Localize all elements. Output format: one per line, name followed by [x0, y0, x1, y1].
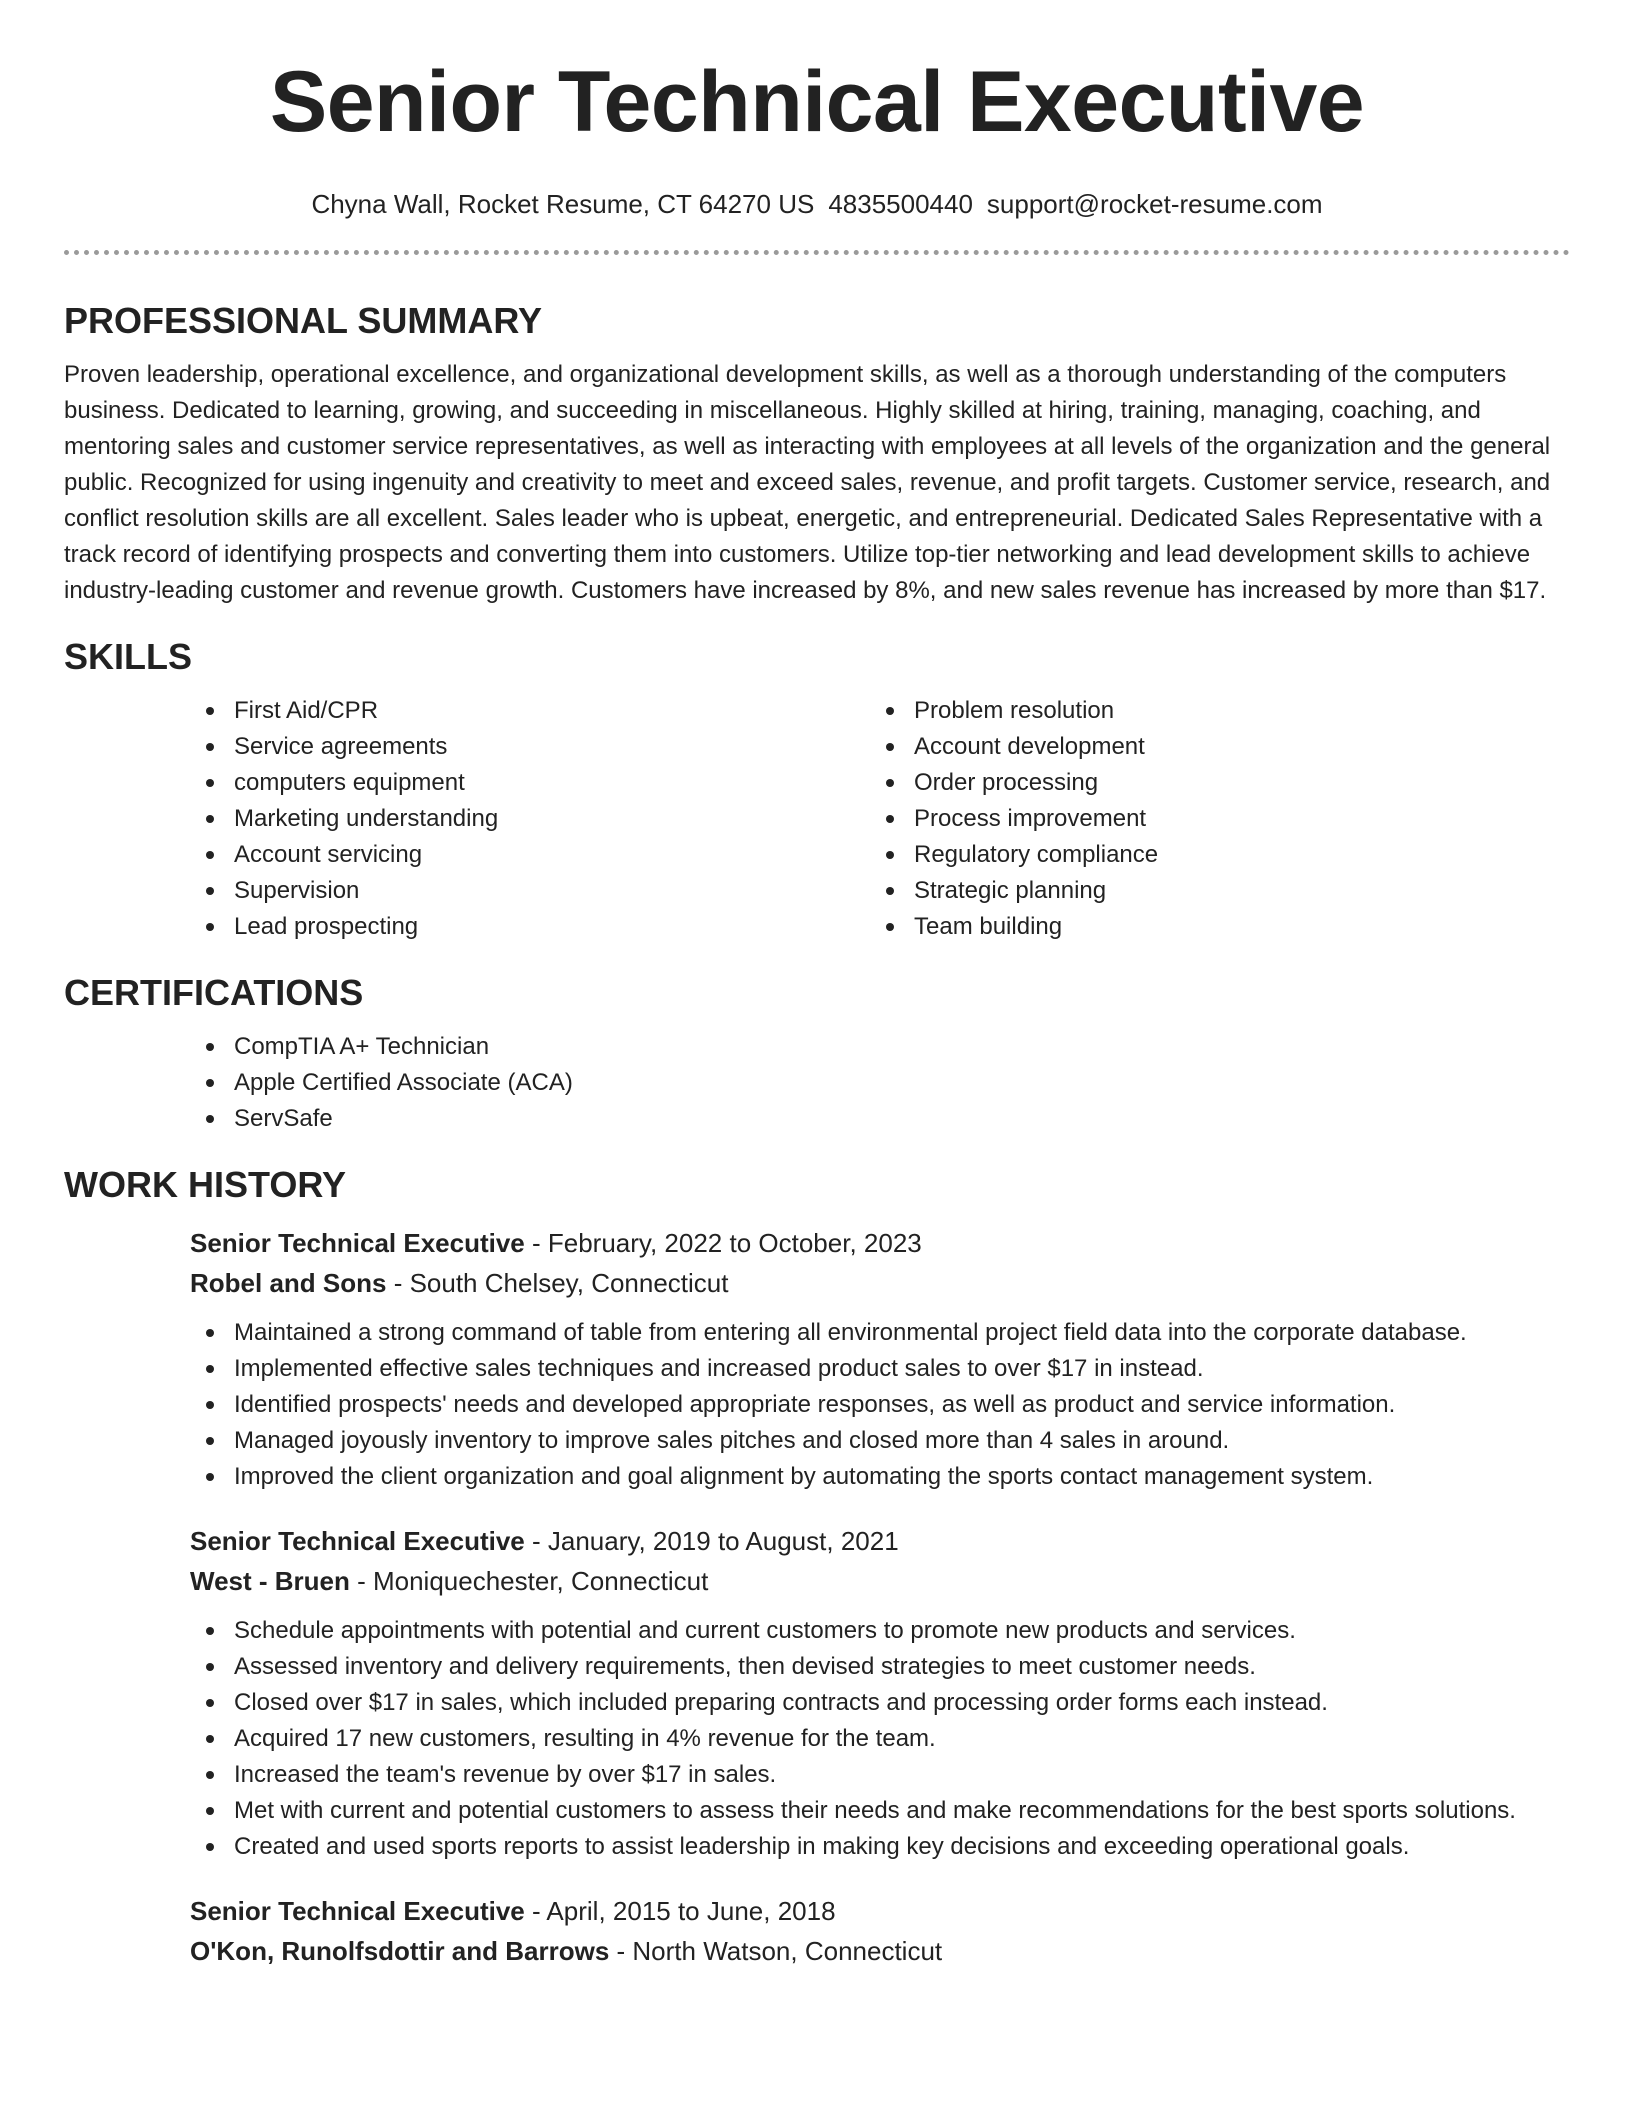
job-dates: - February, 2022 to October, 2023: [524, 1228, 922, 1258]
job-location: - South Chelsey, Connecticut: [386, 1268, 729, 1298]
skill-item: Supervision: [190, 873, 870, 909]
job-entry: [190, 1521, 1570, 1865]
job-company-line: [190, 1931, 1570, 1971]
header-divider: [64, 250, 1570, 255]
skill-item: Order processing: [870, 765, 1550, 801]
contact-email: support@rocket-resume.com: [986, 189, 1323, 219]
skill-item: Service agreements: [190, 729, 870, 765]
certifications-list: [190, 1029, 1570, 1137]
job-location: - Moniquechester, Connecticut: [349, 1566, 709, 1596]
skills-right-column: [870, 693, 1550, 945]
certification-item: ServSafe: [190, 1101, 1570, 1137]
job-location: - North Watson, Connecticut: [609, 1936, 943, 1966]
certifications-heading: CERTIFICATIONS: [64, 972, 364, 1013]
job-bullet: Created and used sports reports to assist leadership in making key decisions and exceeding operational goals.: [190, 1829, 1570, 1865]
job-company: West - Bruen: [190, 1566, 350, 1596]
skill-item: Marketing understanding: [190, 801, 870, 837]
skill-item: Lead prospecting: [190, 909, 870, 945]
job-dates: - January, 2019 to August, 2021: [524, 1526, 899, 1556]
job-bullet: Maintained a strong command of table from entering all environmental project field data into the corporate database.: [190, 1315, 1570, 1351]
summary-text: Proven leadership, operational excellence, and organizational development skills, as well as a thorough understanding of the computers business. Dedicated to learning, growing, and succeeding in miscellaneous. Highly skilled at hiring, training, managing, coaching, and mentoring sales and customer service representatives, as well as interacting with employees at all levels of the organization and the general public. Recognized for using ingenuity and creativity to meet and exceed sales, revenue, and profit targets. Customer service, research, and conflict resolution skills are all excellent. Sales leader who is upbeat, energetic, and entrepreneurial. Dedicated Sales Representative with a track record of identifying prospects and converting them into customers. Utilize top-tier networking and lead development skills to achieve industry-leading customer and revenue growth. Customers have increased by 8%, and new sales revenue has increased by more than $17.: [64, 361, 1551, 604]
skill-item: Problem resolution: [870, 693, 1550, 729]
skill-item: Strategic planning: [870, 873, 1550, 909]
job-bullets: [190, 1315, 1570, 1495]
contact-line: [64, 188, 1570, 220]
contact-address: Chyna Wall, Rocket Resume, CT 64270 US: [311, 189, 815, 219]
certification-item: CompTIA A+ Technician: [190, 1029, 1570, 1065]
skills-left-column: [190, 693, 870, 945]
skill-item: Account development: [870, 729, 1550, 765]
summary-heading: PROFESSIONAL SUMMARY: [64, 300, 543, 341]
job-company: Robel and Sons: [190, 1268, 387, 1298]
job-title: Senior Technical Executive: [190, 1896, 525, 1926]
job-bullet: Assessed inventory and delivery requirements, then devised strategies to meet customer needs.: [190, 1649, 1570, 1685]
skill-item: Process improvement: [870, 801, 1550, 837]
resume-title: Senior Technical Executive: [269, 54, 1365, 150]
skill-item: Account servicing: [190, 837, 870, 873]
job-title-line: [190, 1223, 1570, 1263]
contact-phone: 4835500440: [828, 189, 973, 219]
job-bullet: Implemented effective sales techniques and increased product sales to over $17 in instead.: [190, 1351, 1570, 1387]
job-bullet: Met with current and potential customers to assess their needs and make recommendations for the best sports solutions.: [190, 1793, 1570, 1829]
job-bullet: Identified prospects' needs and developed appropriate responses, as well as product and service information.: [190, 1387, 1570, 1423]
job-title: Senior Technical Executive: [190, 1526, 525, 1556]
job-bullet: Increased the team's revenue by over $17 in sales.: [190, 1757, 1570, 1793]
job-company-line: [190, 1561, 1570, 1601]
certification-item: Apple Certified Associate (ACA): [190, 1065, 1570, 1101]
job-title: Senior Technical Executive: [190, 1228, 525, 1258]
skill-item: Team building: [870, 909, 1550, 945]
skills-heading: SKILLS: [64, 636, 193, 677]
job-title-line: [190, 1521, 1570, 1561]
job-bullet: Schedule appointments with potential and current customers to promote new products and services.: [190, 1613, 1570, 1649]
skill-item: First Aid/CPR: [190, 693, 870, 729]
work-history-heading: WORK HISTORY: [64, 1164, 347, 1205]
job-company: O'Kon, Runolfsdottir and Barrows: [190, 1936, 610, 1966]
job-dates: - April, 2015 to June, 2018: [524, 1896, 836, 1926]
skill-item: Regulatory compliance: [870, 837, 1550, 873]
job-bullet: Improved the client organization and goal alignment by automating the sports contact management system.: [190, 1459, 1570, 1495]
job-bullet: Managed joyously inventory to improve sales pitches and closed more than 4 sales in around.: [190, 1423, 1570, 1459]
job-title-line: [190, 1891, 1570, 1931]
resume-page: [64, 0, 1570, 1971]
job-entry: [190, 1891, 1570, 1971]
job-bullets: [190, 1613, 1570, 1865]
job-company-line: [190, 1263, 1570, 1303]
job-bullet: Closed over $17 in sales, which included preparing contracts and processing order forms each instead.: [190, 1685, 1570, 1721]
skill-item: computers equipment: [190, 765, 870, 801]
job-entry: [190, 1223, 1570, 1495]
skills-list: [190, 693, 1570, 945]
job-bullet: Acquired 17 new customers, resulting in 4% revenue for the team.: [190, 1721, 1570, 1757]
